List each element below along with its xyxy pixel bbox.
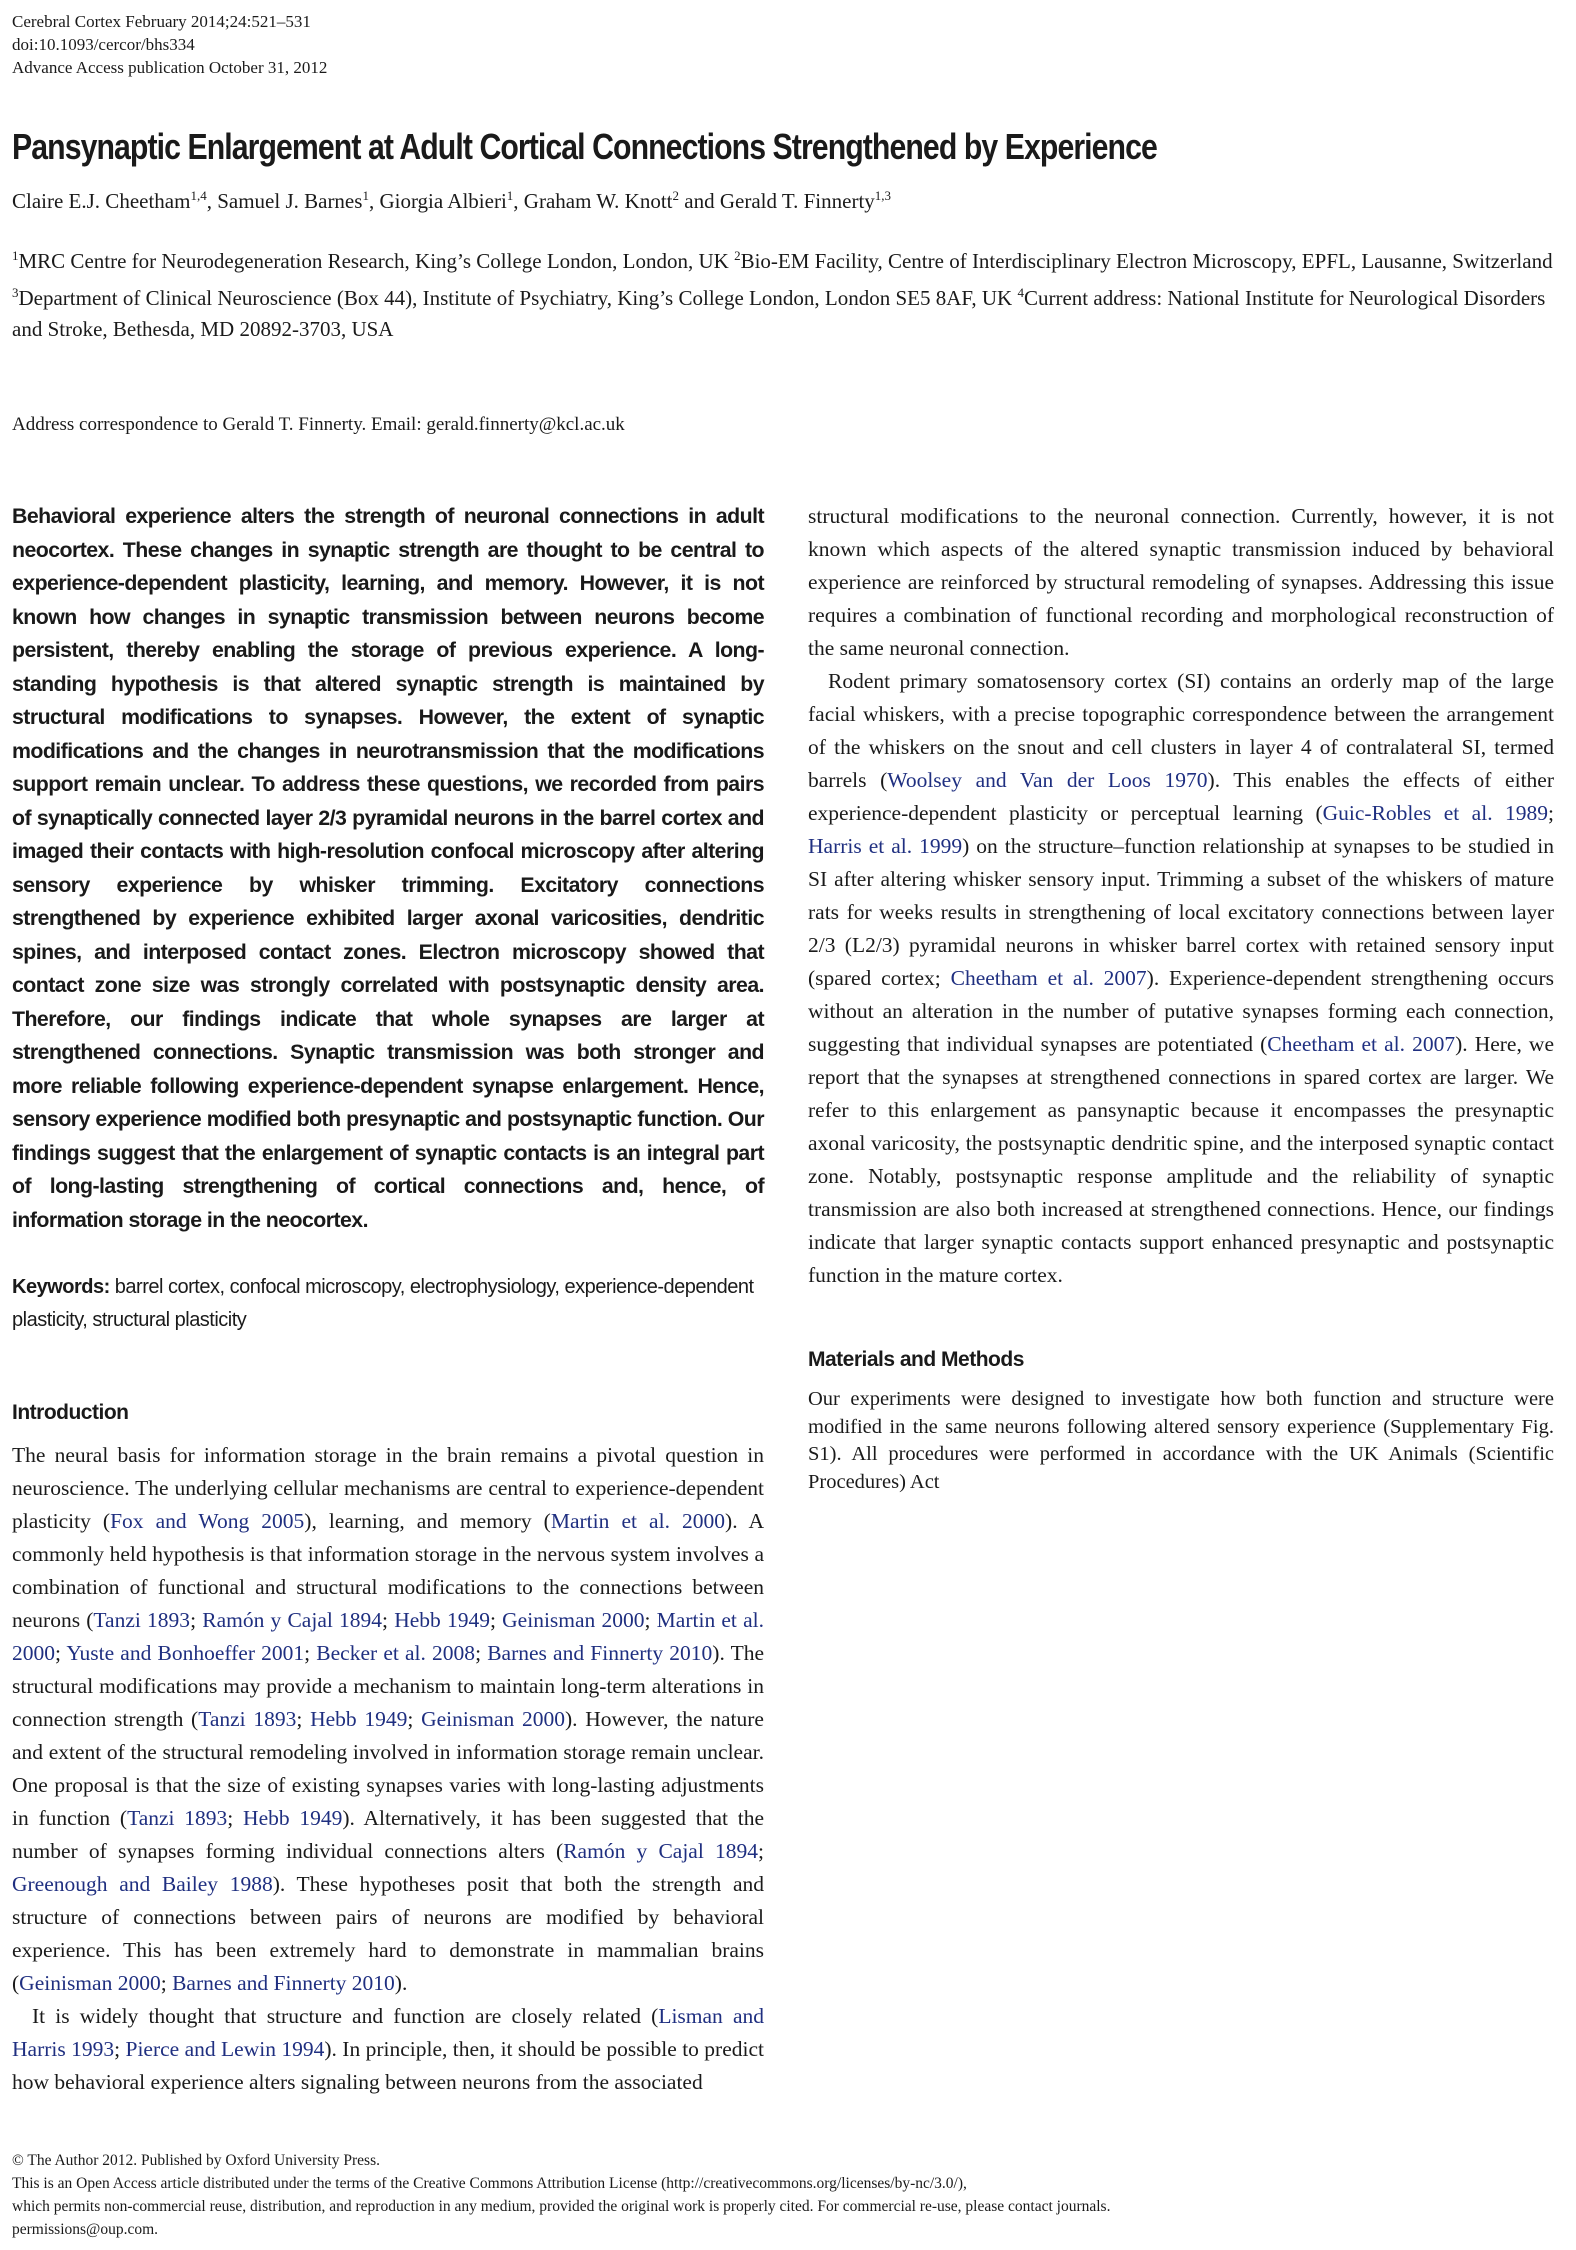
license-line-3: permissions@oup.com. [12,2221,159,2238]
text-run: structural modifications to the neuronal connection. Currently, however, it is not known which aspects of the altered synaptic transmission induced by behavioral experience are reinforced by structural remodeling of synapses. Addressing this issue requires a combination of functional recording and morphological reconstruction of the same neuronal connection. [808,504,1554,660]
citation-link[interactable]: Becker et al. 2008 [316,1641,476,1665]
author-affiliation-marker: 1 [506,188,514,203]
article-title: Pansynaptic Enlargement at Adult Cortical Connections Strengthened by Experience [12,126,1157,168]
author-affiliation-marker: 1,3 [874,188,892,203]
left-column [12,500,764,2099]
text-run: ; [304,1641,317,1665]
affiliation-number: 4 [1017,285,1024,300]
text-run: ; [296,1707,311,1731]
affiliation-text: Department of Clinical Neuroscience (Box 44), Institute of Psychiatry, King’s College London, London SE5 8AF, UK [18,286,1018,310]
author-name: Samuel J. Barnes [217,189,363,213]
text-run: ) on the structure–function relationship at synapses to be studied in SI after altering whisker sensory input. Trimming a subset of the whiskers of mature rats for weeks results in strengthening of local excitatory connections between layer 2/3 (L2/3) pyramidal neurons in whisker barrel cortex with retained sensory input (spared cortex; [808,834,1554,990]
citation-link[interactable]: Woolsey and Van der Loos 1970 [887,768,1208,792]
introduction-body-left [12,1439,764,2099]
abstract-text: Behavioral experience alters the strength of neuronal connections in adult neocortex. These changes in synaptic strength are thought to be central to experience-dependent plasticity, learning, and memory. However, it is not known how changes in synaptic transmission between neurons become persistent, thereby enabling the storage of previous experience. A long-standing hypothesis is that altered synaptic strength is maintained by structural modifications to synapses. However, the extent of synaptic modifications and the changes in neurotransmission that the modifications support remain unclear. To address these questions, we recorded from pairs of synaptically connected layer 2/3 pyramidal neurons in the barrel cortex and imaged their contacts with high-resolution confocal microscopy after altering sensory experience by whisker trimming. Excitatory connections strengthened by experience exhibited larger axonal varicosities, dendritic spines, and interposed contact zones. Electron microscopy showed that contact zone size was strongly correlated with postsynaptic density area. Therefore, our findings indicate that whole synapses are larger at strengthened connections. Synaptic transmission was both stronger and more reliable following experience-dependent synapse enlargement. Hence, sensory experience modified both presynaptic and postsynaptic function. Our findings suggest that the enlargement of synaptic contacts is an integral part of long-lasting strengthening of cortical connections and, hence, of information storage in the neocortex. [12,504,764,1232]
citation-link[interactable]: Tanzi 1893 [93,1608,191,1632]
copyright-notice: © The Author 2012. Published by Oxford University Press. [12,2152,380,2169]
abstract [12,500,764,1237]
introduction-heading: Introduction [12,1401,129,1424]
license-line-1: This is an Open Access article distributed under the terms of the Creative Commons Attribution License (http://creativecommons.org/licenses/by-nc/3.0/), [12,2175,967,2192]
affiliations [12,240,1557,345]
methods-heading: Materials and Methods [808,1348,1024,1371]
affiliation-number: 1 [12,248,19,263]
text-run: ). The structural modifications may provide a mechanism to maintain long-term alterations in connection strength ( [12,1641,765,1731]
citation-link[interactable]: Fox and Wong 2005 [110,1509,305,1533]
citation-link[interactable]: Martin et al. 2000 [12,1608,764,1665]
author-name: Graham W. Knott [523,189,673,213]
text-run: ; [160,1971,173,1995]
license-footer [12,2149,1572,2241]
citation-link[interactable]: Lisman and Harris 1993 [12,2004,764,2061]
correspondence-address: Address correspondence to Gerald T. Finnerty. Email: gerald.finnerty@kcl.ac.uk [12,414,625,435]
keywords-label: Keywords: [12,1276,110,1298]
citation-link[interactable]: Hebb 1949 [243,1806,343,1830]
text-run: ). Here, we report that the synapses at strengthened connections in spared cortex are larger. We refer to this enlargement as pansynaptic because it encompasses the presynaptic axonal varicosity, the postsynaptic dendritic spine, and the interposed synaptic contact zone. Notably, postsynaptic response amplitude and the reliability of synaptic transmission are also both increased at strengthened connections. Hence, our findings indicate that larger synaptic contacts support enhanced presynaptic and postsynaptic function in the mature cortex. [808,1032,1554,1287]
text-run: ; [190,1608,203,1632]
affiliation-number: 3 [12,285,19,300]
text-run: ; [55,1641,67,1665]
text-run: ). Alternatively, it has been suggested that the number of synapses forming individual connections alters ( [12,1806,764,1863]
text-run: The neural basis for information storage in the brain remains a pivotal question in neuroscience. The underlying cellular mechanisms are central to experience-dependent plasticity ( [12,1443,764,1533]
affiliation-text: Current address: National Institute for Neurological Disorders and Stroke, Bethesda, MD 20892-3703, USA [12,286,1546,341]
journal-citation: Cerebral Cortex February 2014;24:521–531 [12,12,311,31]
methods-paragraph: Our experiments were designed to investigate how both function and structure were modified in the same neurons following altered sensory experience (Supplementary Fig. S1). All procedures were performed in accordance with the UK Animals (Scientific Procedures) Act [808,1388,1554,1493]
citation-link[interactable]: Cheetham et al. 2007 [1267,1032,1456,1056]
citation-link[interactable]: Barnes and Finnerty 2010 [487,1641,713,1665]
text-run: ; [227,1806,244,1830]
text-run: ). [394,1971,408,1995]
journal-info [12,10,327,79]
author-affiliation-marker: 2 [672,188,680,203]
citation-link[interactable]: Geinisman 2000 [502,1608,645,1632]
citation-link[interactable]: Ramón y Cajal 1894 [563,1839,759,1863]
license-line-2: which permits non-commercial reuse, distribution, and reproduction in any medium, provided the original work is properly cited. For commercial re-use, please contact journals. [12,2198,1111,2215]
citation-link[interactable]: Hebb 1949 [394,1608,490,1632]
affiliation-number: 2 [734,248,741,263]
introduction-paragraph [12,2000,764,2099]
text-run: ). However, the nature and extent of the structural remodeling involved in information storage remain unclear. One proposal is that the size of existing synapses varies with long-lasting adjustments in function ( [12,1707,764,1830]
methods-body [808,1386,1554,1496]
text-run: ; [644,1608,657,1632]
text-run: ; [475,1641,488,1665]
author-affiliation-marker: 1 [362,188,369,203]
author-name: Gerald T. Finnerty [719,189,875,213]
author-affiliation-marker: 1,4 [190,188,207,203]
citation-link[interactable]: Hebb 1949 [310,1707,408,1731]
author-name: Claire E.J. Cheetham [12,189,191,213]
introduction-paragraph [12,1439,764,2000]
citation-link[interactable]: Harris et al. 1999 [808,834,963,858]
text-run: ), learning, and memory ( [304,1509,551,1533]
citation-link[interactable]: Martin et al. 2000 [550,1509,726,1533]
citation-link[interactable]: Pierce and Lewin 1994 [125,2037,325,2061]
text-run: ). In principle, then, it should be possible to predict how behavioral experience alters signaling between neurons from the associated [12,2037,764,2094]
text-run: ; [489,1608,503,1632]
introduction-body-right [808,500,1554,1292]
text-run: It is widely thought that structure and function are closely related ( [32,2004,659,2028]
text-run: ). Experience-dependent strengthening occurs without an alteration in the number of putative synapses forming each connection, suggesting that individual synapses are potentiated ( [808,966,1554,1056]
citation-link[interactable]: Geinisman 2000 [19,1971,161,1995]
citation-link[interactable]: Tanzi 1893 [198,1707,297,1731]
citation-link[interactable]: Barnes and Finnerty 2010 [172,1971,395,1995]
text-run: ). These hypotheses posit that both the strength and structure of connections between pairs of neurons are modified by behavioral experience. This has been extremely hard to demonstrate in mammalian brains ( [12,1872,764,1995]
author-list: Claire E.J. Cheetham$^{1,4}$, Samuel J. Barnes$^1$, Giorgia Albieri$^1$, Graham W. Knott$^2$ and Gerald T. Finnerty$^{1,3}$ [12,188,892,213]
right-column [808,500,1554,1496]
text-run: ; [758,1839,764,1863]
text-run: ; [407,1707,422,1731]
keywords [12,1271,764,1337]
affiliation-text: MRC Centre for Neurodegeneration Research, King’s College London, London, UK [18,249,735,273]
citation-link[interactable]: Guic-Robles et al. 1989 [1322,801,1549,825]
citation-link[interactable]: Ramón y Cajal 1894 [202,1608,383,1632]
citation-link[interactable]: Cheetham et al. 2007 [950,966,1147,990]
text-run: ; [114,2037,126,2061]
introduction-paragraph [808,665,1554,1292]
text-run: ). This enables the effects of either experience-dependent plasticity or perceptual learning ( [808,768,1555,825]
text-run: ). A commonly held hypothesis is that information storage in the nervous system involves a combination of functional and structural modifications to the connections between neurons ( [12,1509,765,1632]
text-run: ; [382,1608,395,1632]
text-run: ; [1548,801,1554,825]
author-name: Giorgia Albieri [379,189,507,213]
advance-access-date: Advance Access publication October 31, 2012 [12,58,328,77]
text-run: Rodent primary somatosensory cortex (SI) contains an orderly map of the large facial whiskers, with a precise topographic correspondence between the arrangement of the whiskers on the snout and cell clusters in layer 4 of contralateral SI, termed barrels ( [808,669,1554,792]
citation-link[interactable]: Geinisman 2000 [421,1707,565,1731]
keywords-list: barrel cortex, confocal microscopy, electrophysiology, experience-dependent plasticity, structural plasticity [12,1276,754,1331]
citation-link[interactable]: Yuste and Bonhoeffer 2001 [66,1641,305,1665]
citation-link[interactable]: Greenough and Bailey 1988 [12,1872,273,1896]
citation-link[interactable]: Tanzi 1893 [127,1806,228,1830]
introduction-paragraph [808,500,1554,665]
affiliation-text: Bio-EM Facility, Centre of Interdisciplinary Electron Microscopy, EPFL, Lausanne, Switzerland [740,249,1553,273]
doi[interactable]: doi:10.1093/cercor/bhs334 [12,35,195,54]
